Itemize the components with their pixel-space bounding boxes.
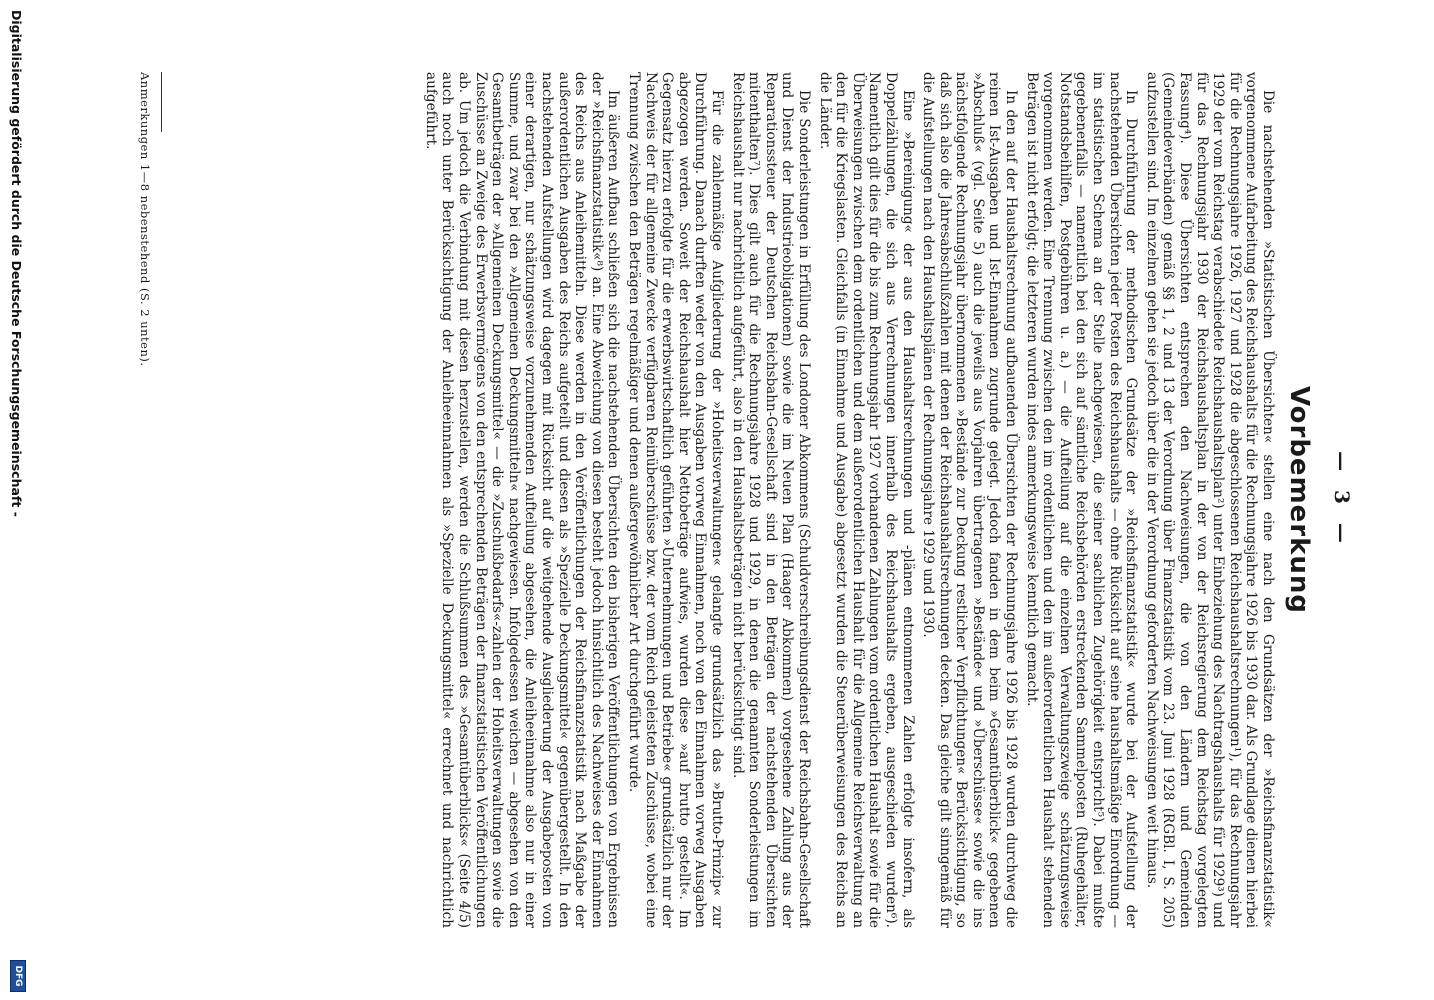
paragraph: In Durchführung der methodischen Grundsätze der »Reichsfinanzstatistik« wurde bei der Aufstellung der nachstehenden Übersichten jeder Posten des Reichshaushalts — ohne Rücksicht auf seine haushaltsmäßige Einordnung — im statistischen Schema an der Stelle nachgewiesen, die seiner sachlichen Zugehörigkeit entspricht⁵). Dabei mußte gegebenenfalls — namentlich bei den sich auf sämtliche Reichsbehörden erstreckenden Sammelposten (Ruhegehälter, Notstandsbeihilfen, Postgebühren u. a.) — die Aufteilung auf die einzelnen Verwaltungszweige schätzungsweise vorgenommen werden. Eine Trennung zwischen den im ordentlichen und den im außerordentlichen Haushalt stehenden Beträgen ist nicht erfolgt; die letzteren wurden indes anmerkungsweise kenntlich gemacht. [1023,72,1140,928]
footnote-divider [161,72,162,132]
page-number: — 3 — [1330,451,1354,549]
dfg-logo: DFG [10,960,26,992]
page-heading: Vorbemerkung [1284,385,1314,615]
paragraph: Die nachstehenden »Statistischen Übersichten« stellen eine nach den Grundsätzen der »Reichsfinanzstatistik« vorgenommene Aufarbeitung des Reichshaushalts für die Rechnungsjahre 1926 bis 1930 dar. Als Grundlage dienen hierbei für die Rechnungsjahre 1926, 1927 und 1928 die abgeschlossenen Reichshaushaltsrechnungen¹), für das Rechnungsjahr 1929 der vom Reichstag verabschiedete Reichshaushaltsplan²) unter Einbeziehung des Nachtragshaushalts für 1929³) und für das Rechnungsjahr 1930 der Reichshaushaltsplan in der von der Reichsregierung dem Reichstag vorgelegten Fassung⁴). Diese Übersichten entsprechen den Nachweisungen, die von den Ländern und Gemeinden (Gemeindeverbänden) gemäß §§ 1, 2 und 13 der Verordnung über Finanzstatistik vom 23. Juni 1928 (RGBl. I, S. 205) aufzustellen sind. Im einzelnen gehen sie jedoch über die in der Verordnung geforderten Nachweisungen weit hinaus. [1143,72,1276,928]
digitization-note [6,0,24,1000]
footnote: Anmerkungen 1—8 nebenstehend (S. 2 unten). [138,72,152,367]
body-text [418,72,1276,928]
paragraph: Für die zahlenmäßige Aufgliederung der »Hoheitsverwaltungen« gelangte grundsätzlich das »Brutto-Prinzip« zur Durchführung. Danach durften weder von den Ausgaben vorweg Einnahmen, noch von den Einnahmen vorweg Ausgaben abgezogen werden. Soweit der Reichshaushalt hier Nettobeträge aufwies, wurden diese »auf brutto gestellt«. Im Gegensatz hierzu erfolgte für die erwerbswirtschaftlich geführten »Unternehmungen und Betriebe« grundsätzlich nur der Nachweis der für allgemeine Zwecke verfügbaren Reinüberschüsse bzw. der vom Reich geleisteten Zuschüsse, wobei eine Trennung zwischen den Beträgen regelmäßiger und denen außergewöhnlicher Art durchgeführt wurde. [626,72,725,928]
paragraph: In den auf der Haushaltsrechnung aufbauenden Übersichten der Rechnungsjahre 1926 bis 1928 wurden durchweg die reinen Ist-Ausgaben und Ist-Einnahmen zugrunde gelegt. Jedoch fanden in dem beim »Gesamtüberblick« gegebenen »Abschluß« (vgl. Seite 5) auch die jeweils aus Vorjahren übertragenen »Bestände« und »Überschüsse« sowie die ins nächstfolgende Rechnungsjahr übernommenen »Bestände zur Deckung restlicher Verpflichtungen« Berücksichtigung, so daß sich also die Jahresabschlußzahlen mit denen der Reichshaushaltsrechnungen decken. Das gleiche gilt sinngemäß für die Aufstellungen nach den Haushaltsplänen der Rechnungsjahre 1929 und 1930. [920,72,1020,928]
paragraph: Eine »Bereinigung« der aus den Haushaltsrechnungen und -plänen entnommenen Zahlen erfolgte insofern, als Doppelzählungen, die sich aus Verrechnungen innerhalb des Reichshaushalts ergeben, ausgeschieden wurden⁶). Namentlich gilt dies für die bis zum Rechnungsjahr 1927 vorhandenen Zahlungen vom ordentlichen Haushalt sowie für die Überweisungen zwischen dem ordentlichen und dem außerordentlichen Haushalt für die Allgemeine Reichsverwaltung an den für die Kriegslasten. Gleichfalls (in Einnahme und Ausgabe) abgesetzt wurden die Steuerüberweisungen des Reichs an die Länder. [816,72,916,928]
digitization-note-text: Digitalisierung gefördert durch die Deutsche Forschungsgemeinschaft - [9,10,24,517]
paragraph: Im äußeren Aufbau schließen sich die nachstehenden Übersichten den bisherigen Veröffentlichungen von Ergebnissen der »Reichsfinanzstatistik«⁸) an. Eine Abweichung von diesen besteht jedoch hinsichtlich des Nachweises der Einnahmen des Reichs aus Anleihemitteln. Diese werden in den Veröffentlichungen der Reichsfinanzstatistik nach Maßgabe der außerordentlichen Ausgaben des Reichs aufgeteilt und diesen als »Spezielle Deckungsmittel« gegenübergestellt. In den nachstehenden Aufstellungen wird dagegen mit Rücksicht auf die weitgehende Ausgliederung der Ausgabeposten von einer derartigen, nur schätzungsweise vorzunehmenden Aufteilung abgesehen, die Anleiheeinnahme also nur in einer Summe, und zwar bei den »Allgemeinen Deckungsmitteln« nachgewiesen. Infolgedessen weichen — abgesehen von den Gesamtbeträgen der »Allgemeinen Deckungsmittel« — die »Zuschußbedarfs«-zahlen der Hoheitsverwaltungen sowie die Zuschüsse an Zweige des Erwerbsvermögens von den entsprechenden Beträgen der finanzstatistischen Veröffentlichungen ab. Um jedoch die Verbindung mit diesen herzustellen, werden die Schlußsummen des »Gesamtüberblicks« (Seite 4/5) auch noch unter Berücksichtigung der Anleiheeinnahmen als »Spezielle Deckungsmittel« errechnet und nachrichtlich aufgeführt. [422,72,622,928]
paragraph: Die Sonderleistungen in Erfüllung des Londoner Abkommens (Schuldverschreibungsdienst der Reichsbahn-Gesellschaft und Dienst der Industrieobligationen) sowie die im Neuen Plan (Haager Abkommen) vorgesehene Zahlung aus der Reparationssteuer der Deutschen Reichsbahn-Gesellschaft sind in den Beträgen der nachstehenden Übersichten mitenthalten⁷). Dies gilt auch für die Rechnungsjahre 1928 und 1929, in denen die genannten Sonderleistungen im Reichshaushalt nur nachrichtlich aufgeführt, also in den Haushaltsbeträgen nicht berücksichtigt sind. [729,72,812,928]
